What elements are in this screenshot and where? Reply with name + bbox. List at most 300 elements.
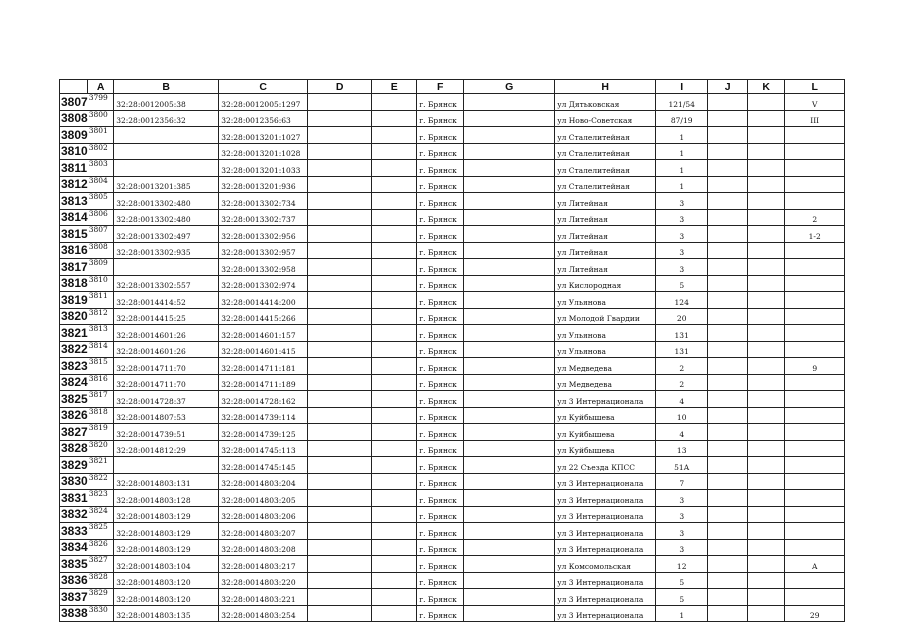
- cell-a[interactable]: 3814: [88, 341, 114, 358]
- cell-b[interactable]: 32:28:0013302:935: [114, 242, 219, 259]
- cell-c[interactable]: 32:28:0014803:217: [219, 556, 308, 573]
- cell-c[interactable]: 32:28:0013201:1027: [219, 127, 308, 144]
- cell-k[interactable]: [748, 94, 785, 111]
- cell-b[interactable]: 32:28:0013302:480: [114, 193, 219, 210]
- cell-e[interactable]: [372, 490, 417, 507]
- cell-j[interactable]: [708, 242, 748, 259]
- cell-h[interactable]: ул Ульянова: [555, 292, 656, 309]
- cell-k[interactable]: [748, 242, 785, 259]
- cell-j[interactable]: [708, 457, 748, 474]
- cell-d[interactable]: [308, 424, 372, 441]
- cell-l[interactable]: [785, 176, 845, 193]
- cell-h[interactable]: ул Молодой Гвардии: [555, 308, 656, 325]
- cell-j[interactable]: [708, 325, 748, 342]
- cell-b[interactable]: 32:28:0014739:51: [114, 424, 219, 441]
- cell-e[interactable]: [372, 209, 417, 226]
- cell-j[interactable]: [708, 473, 748, 490]
- cell-e[interactable]: [372, 176, 417, 193]
- cell-k[interactable]: [748, 473, 785, 490]
- cell-j[interactable]: [708, 424, 748, 441]
- cell-i[interactable]: 3: [656, 242, 708, 259]
- cell-i[interactable]: 3: [656, 226, 708, 243]
- cell-e[interactable]: [372, 94, 417, 111]
- cell-c[interactable]: 32:28:0014711:189: [219, 374, 308, 391]
- cell-e[interactable]: [372, 457, 417, 474]
- cell-c[interactable]: 32:28:0013201:1033: [219, 160, 308, 177]
- cell-e[interactable]: [372, 358, 417, 375]
- cell-j[interactable]: [708, 589, 748, 606]
- cell-a[interactable]: 3816: [88, 374, 114, 391]
- cell-j[interactable]: [708, 374, 748, 391]
- cell-d[interactable]: [308, 127, 372, 144]
- cell-a[interactable]: 3813: [88, 325, 114, 342]
- cell-k[interactable]: [748, 457, 785, 474]
- cell-e[interactable]: [372, 325, 417, 342]
- cell-i[interactable]: 3: [656, 539, 708, 556]
- cell-d[interactable]: [308, 374, 372, 391]
- cell-h[interactable]: ул Куйбышева: [555, 407, 656, 424]
- cell-f[interactable]: г. Брянск: [417, 292, 464, 309]
- cell-b[interactable]: [114, 259, 219, 276]
- cell-c[interactable]: 32:28:0014803:208: [219, 539, 308, 556]
- cell-k[interactable]: [748, 572, 785, 589]
- cell-d[interactable]: [308, 523, 372, 540]
- cell-h[interactable]: ул 3 Интернационала: [555, 506, 656, 523]
- cell-d[interactable]: [308, 259, 372, 276]
- cell-d[interactable]: [308, 605, 372, 622]
- cell-j[interactable]: [708, 506, 748, 523]
- cell-e[interactable]: [372, 308, 417, 325]
- cell-a[interactable]: 3822: [88, 473, 114, 490]
- cell-f[interactable]: г. Брянск: [417, 572, 464, 589]
- cell-b[interactable]: 32:28:0014803:128: [114, 490, 219, 507]
- cell-b[interactable]: 32:28:0014803:135: [114, 605, 219, 622]
- cell-d[interactable]: [308, 209, 372, 226]
- cell-c[interactable]: 32:28:0013302:958: [219, 259, 308, 276]
- cell-g[interactable]: [464, 506, 555, 523]
- cell-h[interactable]: ул 3 Интернационала: [555, 391, 656, 408]
- cell-j[interactable]: [708, 440, 748, 457]
- cell-h[interactable]: ул Медведева: [555, 374, 656, 391]
- cell-b[interactable]: 32:28:0014415:25: [114, 308, 219, 325]
- cell-e[interactable]: [372, 242, 417, 259]
- cell-j[interactable]: [708, 572, 748, 589]
- cell-i[interactable]: 87/19: [656, 110, 708, 127]
- cell-a[interactable]: 3830: [88, 605, 114, 622]
- column-header-j[interactable]: J: [708, 80, 748, 94]
- cell-g[interactable]: [464, 110, 555, 127]
- cell-l[interactable]: 1-2: [785, 226, 845, 243]
- cell-f[interactable]: г. Брянск: [417, 176, 464, 193]
- cell-l[interactable]: [785, 457, 845, 474]
- cell-h[interactable]: ул 3 Интернационала: [555, 572, 656, 589]
- cell-g[interactable]: [464, 374, 555, 391]
- cell-c[interactable]: 32:28:0013302:956: [219, 226, 308, 243]
- cell-l[interactable]: [785, 193, 845, 210]
- cell-k[interactable]: [748, 110, 785, 127]
- cell-k[interactable]: [748, 440, 785, 457]
- cell-j[interactable]: [708, 556, 748, 573]
- cell-l[interactable]: А: [785, 556, 845, 573]
- cell-i[interactable]: 3: [656, 490, 708, 507]
- cell-a[interactable]: 3799: [88, 94, 114, 111]
- cell-c[interactable]: 32:28:0014601:415: [219, 341, 308, 358]
- cell-k[interactable]: [748, 275, 785, 292]
- cell-l[interactable]: [785, 539, 845, 556]
- cell-j[interactable]: [708, 275, 748, 292]
- cell-f[interactable]: г. Брянск: [417, 127, 464, 144]
- cell-f[interactable]: г. Брянск: [417, 589, 464, 606]
- cell-k[interactable]: [748, 490, 785, 507]
- cell-g[interactable]: [464, 242, 555, 259]
- cell-b[interactable]: 32:28:0014812:29: [114, 440, 219, 457]
- column-header-g[interactable]: G: [464, 80, 555, 94]
- cell-i[interactable]: 3: [656, 523, 708, 540]
- cell-a[interactable]: 3824: [88, 506, 114, 523]
- cell-f[interactable]: г. Брянск: [417, 539, 464, 556]
- cell-h[interactable]: ул Медведева: [555, 358, 656, 375]
- cell-h[interactable]: ул 3 Интернационала: [555, 605, 656, 622]
- cell-l[interactable]: [785, 127, 845, 144]
- cell-a[interactable]: 3823: [88, 490, 114, 507]
- cell-a[interactable]: 3811: [88, 292, 114, 309]
- cell-b[interactable]: 32:28:0014807:53: [114, 407, 219, 424]
- cell-h[interactable]: ул 3 Интернационала: [555, 523, 656, 540]
- cell-l[interactable]: [785, 391, 845, 408]
- cell-e[interactable]: [372, 589, 417, 606]
- cell-b[interactable]: 32:28:0013302:557: [114, 275, 219, 292]
- cell-e[interactable]: [372, 407, 417, 424]
- cell-h[interactable]: ул 3 Интернационала: [555, 490, 656, 507]
- cell-f[interactable]: г. Брянск: [417, 242, 464, 259]
- cell-k[interactable]: [748, 176, 785, 193]
- cell-i[interactable]: 1: [656, 160, 708, 177]
- cell-b[interactable]: 32:28:0012356:32: [114, 110, 219, 127]
- cell-d[interactable]: [308, 506, 372, 523]
- cell-i[interactable]: 3: [656, 506, 708, 523]
- cell-l[interactable]: [785, 143, 845, 160]
- cell-j[interactable]: [708, 209, 748, 226]
- cell-h[interactable]: ул Литейная: [555, 209, 656, 226]
- cell-k[interactable]: [748, 259, 785, 276]
- cell-j[interactable]: [708, 308, 748, 325]
- cell-b[interactable]: 32:28:0014803:131: [114, 473, 219, 490]
- cell-b[interactable]: 32:28:0012005:38: [114, 94, 219, 111]
- cell-l[interactable]: 2: [785, 209, 845, 226]
- cell-c[interactable]: 32:28:0013302:974: [219, 275, 308, 292]
- cell-g[interactable]: [464, 589, 555, 606]
- cell-e[interactable]: [372, 160, 417, 177]
- cell-f[interactable]: г. Брянск: [417, 160, 464, 177]
- cell-g[interactable]: [464, 143, 555, 160]
- cell-l[interactable]: 29: [785, 605, 845, 622]
- cell-l[interactable]: [785, 374, 845, 391]
- cell-i[interactable]: 131: [656, 325, 708, 342]
- cell-a[interactable]: 3808: [88, 242, 114, 259]
- cell-f[interactable]: г. Брянск: [417, 523, 464, 540]
- cell-a[interactable]: 3826: [88, 539, 114, 556]
- cell-j[interactable]: [708, 259, 748, 276]
- cell-d[interactable]: [308, 176, 372, 193]
- cell-l[interactable]: [785, 275, 845, 292]
- cell-j[interactable]: [708, 605, 748, 622]
- cell-a[interactable]: 3828: [88, 572, 114, 589]
- cell-f[interactable]: г. Брянск: [417, 490, 464, 507]
- cell-a[interactable]: 3807: [88, 226, 114, 243]
- cell-k[interactable]: [748, 589, 785, 606]
- column-header-b[interactable]: B: [114, 80, 219, 94]
- cell-a[interactable]: 3806: [88, 209, 114, 226]
- cell-k[interactable]: [748, 209, 785, 226]
- cell-b[interactable]: 32:28:0013302:497: [114, 226, 219, 243]
- cell-c[interactable]: 32:28:0014803:220: [219, 572, 308, 589]
- cell-l[interactable]: [785, 523, 845, 540]
- cell-i[interactable]: 20: [656, 308, 708, 325]
- column-header-l[interactable]: L: [785, 80, 845, 94]
- cell-a[interactable]: 3802: [88, 143, 114, 160]
- cell-j[interactable]: [708, 407, 748, 424]
- cell-b[interactable]: [114, 457, 219, 474]
- cell-i[interactable]: 124: [656, 292, 708, 309]
- cell-i[interactable]: 1: [656, 176, 708, 193]
- cell-c[interactable]: 32:28:0013302:957: [219, 242, 308, 259]
- cell-d[interactable]: [308, 160, 372, 177]
- cell-f[interactable]: г. Брянск: [417, 193, 464, 210]
- cell-i[interactable]: 5: [656, 275, 708, 292]
- cell-d[interactable]: [308, 407, 372, 424]
- cell-i[interactable]: 51А: [656, 457, 708, 474]
- cell-l[interactable]: [785, 490, 845, 507]
- cell-d[interactable]: [308, 490, 372, 507]
- cell-c[interactable]: 32:28:0014803:205: [219, 490, 308, 507]
- cell-h[interactable]: ул Литейная: [555, 226, 656, 243]
- cell-f[interactable]: г. Брянск: [417, 209, 464, 226]
- cell-l[interactable]: [785, 341, 845, 358]
- cell-f[interactable]: г. Брянск: [417, 94, 464, 111]
- cell-d[interactable]: [308, 391, 372, 408]
- cell-l[interactable]: [785, 325, 845, 342]
- cell-g[interactable]: [464, 193, 555, 210]
- cell-j[interactable]: [708, 143, 748, 160]
- cell-g[interactable]: [464, 424, 555, 441]
- cell-i[interactable]: 3: [656, 193, 708, 210]
- cell-f[interactable]: г. Брянск: [417, 506, 464, 523]
- cell-l[interactable]: V: [785, 94, 845, 111]
- cell-c[interactable]: 32:28:0014803:207: [219, 523, 308, 540]
- cell-l[interactable]: [785, 589, 845, 606]
- cell-e[interactable]: [372, 226, 417, 243]
- cell-f[interactable]: г. Брянск: [417, 424, 464, 441]
- cell-e[interactable]: [372, 391, 417, 408]
- cell-i[interactable]: 7: [656, 473, 708, 490]
- cell-a[interactable]: 3805: [88, 193, 114, 210]
- cell-d[interactable]: [308, 341, 372, 358]
- cell-d[interactable]: [308, 193, 372, 210]
- cell-d[interactable]: [308, 275, 372, 292]
- cell-b[interactable]: 32:28:0014803:120: [114, 589, 219, 606]
- column-header-k[interactable]: K: [748, 80, 785, 94]
- cell-a[interactable]: 3820: [88, 440, 114, 457]
- cell-g[interactable]: [464, 407, 555, 424]
- column-header-a[interactable]: A: [88, 80, 114, 94]
- cell-h[interactable]: ул Ульянова: [555, 325, 656, 342]
- cell-g[interactable]: [464, 176, 555, 193]
- cell-f[interactable]: г. Брянск: [417, 440, 464, 457]
- cell-a[interactable]: 3810: [88, 275, 114, 292]
- cell-g[interactable]: [464, 556, 555, 573]
- cell-j[interactable]: [708, 110, 748, 127]
- cell-a[interactable]: 3801: [88, 127, 114, 144]
- cell-g[interactable]: [464, 275, 555, 292]
- cell-i[interactable]: 2: [656, 358, 708, 375]
- cell-e[interactable]: [372, 473, 417, 490]
- cell-g[interactable]: [464, 341, 555, 358]
- cell-f[interactable]: г. Брянск: [417, 605, 464, 622]
- cell-e[interactable]: [372, 523, 417, 540]
- cell-h[interactable]: ул 3 Интернационала: [555, 473, 656, 490]
- cell-c[interactable]: 32:28:0014745:113: [219, 440, 308, 457]
- cell-a[interactable]: 3809: [88, 259, 114, 276]
- cell-c[interactable]: 32:28:0013302:734: [219, 193, 308, 210]
- cell-c[interactable]: 32:28:0014745:145: [219, 457, 308, 474]
- cell-j[interactable]: [708, 341, 748, 358]
- cell-l[interactable]: [785, 572, 845, 589]
- cell-f[interactable]: г. Брянск: [417, 473, 464, 490]
- cell-d[interactable]: [308, 325, 372, 342]
- cell-i[interactable]: 2: [656, 374, 708, 391]
- column-header-corner[interactable]: [60, 80, 88, 94]
- cell-c[interactable]: 32:28:0014601:157: [219, 325, 308, 342]
- cell-a[interactable]: 3821: [88, 457, 114, 474]
- cell-l[interactable]: [785, 424, 845, 441]
- cell-b[interactable]: 32:28:0014728:37: [114, 391, 219, 408]
- cell-i[interactable]: 4: [656, 424, 708, 441]
- cell-e[interactable]: [372, 110, 417, 127]
- cell-c[interactable]: 32:28:0014803:204: [219, 473, 308, 490]
- cell-d[interactable]: [308, 572, 372, 589]
- cell-c[interactable]: 32:28:0014415:266: [219, 308, 308, 325]
- cell-d[interactable]: [308, 440, 372, 457]
- cell-d[interactable]: [308, 94, 372, 111]
- cell-h[interactable]: ул Куйбышева: [555, 424, 656, 441]
- cell-l[interactable]: [785, 308, 845, 325]
- cell-j[interactable]: [708, 539, 748, 556]
- cell-b[interactable]: 32:28:0014601:26: [114, 341, 219, 358]
- cell-d[interactable]: [308, 457, 372, 474]
- cell-a[interactable]: 3817: [88, 391, 114, 408]
- cell-l[interactable]: [785, 242, 845, 259]
- cell-a[interactable]: 3800: [88, 110, 114, 127]
- column-header-f[interactable]: F: [417, 80, 464, 94]
- cell-b[interactable]: 32:28:0013302:480: [114, 209, 219, 226]
- cell-f[interactable]: г. Брянск: [417, 374, 464, 391]
- cell-d[interactable]: [308, 292, 372, 309]
- cell-g[interactable]: [464, 358, 555, 375]
- cell-c[interactable]: 32:28:0013302:737: [219, 209, 308, 226]
- cell-a[interactable]: 3804: [88, 176, 114, 193]
- cell-h[interactable]: ул Кислородная: [555, 275, 656, 292]
- cell-k[interactable]: [748, 506, 785, 523]
- cell-d[interactable]: [308, 143, 372, 160]
- cell-a[interactable]: 3812: [88, 308, 114, 325]
- cell-g[interactable]: [464, 308, 555, 325]
- cell-d[interactable]: [308, 358, 372, 375]
- cell-f[interactable]: г. Брянск: [417, 259, 464, 276]
- cell-h[interactable]: ул Дятьковская: [555, 94, 656, 111]
- cell-e[interactable]: [372, 259, 417, 276]
- cell-h[interactable]: ул Сталелитейная: [555, 176, 656, 193]
- cell-e[interactable]: [372, 374, 417, 391]
- cell-i[interactable]: 121/54: [656, 94, 708, 111]
- cell-d[interactable]: [308, 110, 372, 127]
- cell-g[interactable]: [464, 473, 555, 490]
- cell-h[interactable]: ул Сталелитейная: [555, 160, 656, 177]
- cell-b[interactable]: 32:28:0014711:70: [114, 374, 219, 391]
- cell-h[interactable]: ул Сталелитейная: [555, 143, 656, 160]
- cell-j[interactable]: [708, 391, 748, 408]
- cell-l[interactable]: [785, 473, 845, 490]
- cell-f[interactable]: г. Брянск: [417, 407, 464, 424]
- cell-g[interactable]: [464, 490, 555, 507]
- cell-l[interactable]: [785, 440, 845, 457]
- cell-c[interactable]: 32:28:0014414:200: [219, 292, 308, 309]
- cell-k[interactable]: [748, 358, 785, 375]
- cell-b[interactable]: 32:28:0014414:52: [114, 292, 219, 309]
- cell-h[interactable]: ул 3 Интернационала: [555, 589, 656, 606]
- cell-j[interactable]: [708, 94, 748, 111]
- cell-d[interactable]: [308, 589, 372, 606]
- cell-l[interactable]: 9: [785, 358, 845, 375]
- cell-i[interactable]: 1: [656, 127, 708, 144]
- cell-c[interactable]: 32:28:0014803:206: [219, 506, 308, 523]
- cell-i[interactable]: 3: [656, 209, 708, 226]
- cell-i[interactable]: 5: [656, 572, 708, 589]
- column-header-c[interactable]: C: [219, 80, 308, 94]
- cell-b[interactable]: [114, 160, 219, 177]
- cell-l[interactable]: [785, 292, 845, 309]
- cell-b[interactable]: 32:28:0014803:129: [114, 539, 219, 556]
- cell-k[interactable]: [748, 226, 785, 243]
- cell-j[interactable]: [708, 358, 748, 375]
- cell-k[interactable]: [748, 523, 785, 540]
- cell-h[interactable]: ул 22 Съезда КПСС: [555, 457, 656, 474]
- cell-f[interactable]: г. Брянск: [417, 308, 464, 325]
- cell-g[interactable]: [464, 292, 555, 309]
- cell-c[interactable]: 32:28:0014803:221: [219, 589, 308, 606]
- cell-e[interactable]: [372, 572, 417, 589]
- cell-d[interactable]: [308, 242, 372, 259]
- cell-g[interactable]: [464, 605, 555, 622]
- cell-b[interactable]: 32:28:0014803:104: [114, 556, 219, 573]
- cell-h[interactable]: ул Литейная: [555, 242, 656, 259]
- cell-g[interactable]: [464, 160, 555, 177]
- cell-k[interactable]: [748, 127, 785, 144]
- cell-j[interactable]: [708, 226, 748, 243]
- cell-f[interactable]: г. Брянск: [417, 143, 464, 160]
- cell-l[interactable]: [785, 259, 845, 276]
- cell-b[interactable]: 32:28:0014803:129: [114, 506, 219, 523]
- cell-h[interactable]: ул Литейная: [555, 259, 656, 276]
- cell-h[interactable]: ул Литейная: [555, 193, 656, 210]
- cell-k[interactable]: [748, 605, 785, 622]
- cell-l[interactable]: [785, 506, 845, 523]
- cell-g[interactable]: [464, 440, 555, 457]
- cell-e[interactable]: [372, 341, 417, 358]
- cell-c[interactable]: 32:28:0014739:114: [219, 407, 308, 424]
- cell-k[interactable]: [748, 160, 785, 177]
- cell-f[interactable]: г. Брянск: [417, 341, 464, 358]
- cell-e[interactable]: [372, 440, 417, 457]
